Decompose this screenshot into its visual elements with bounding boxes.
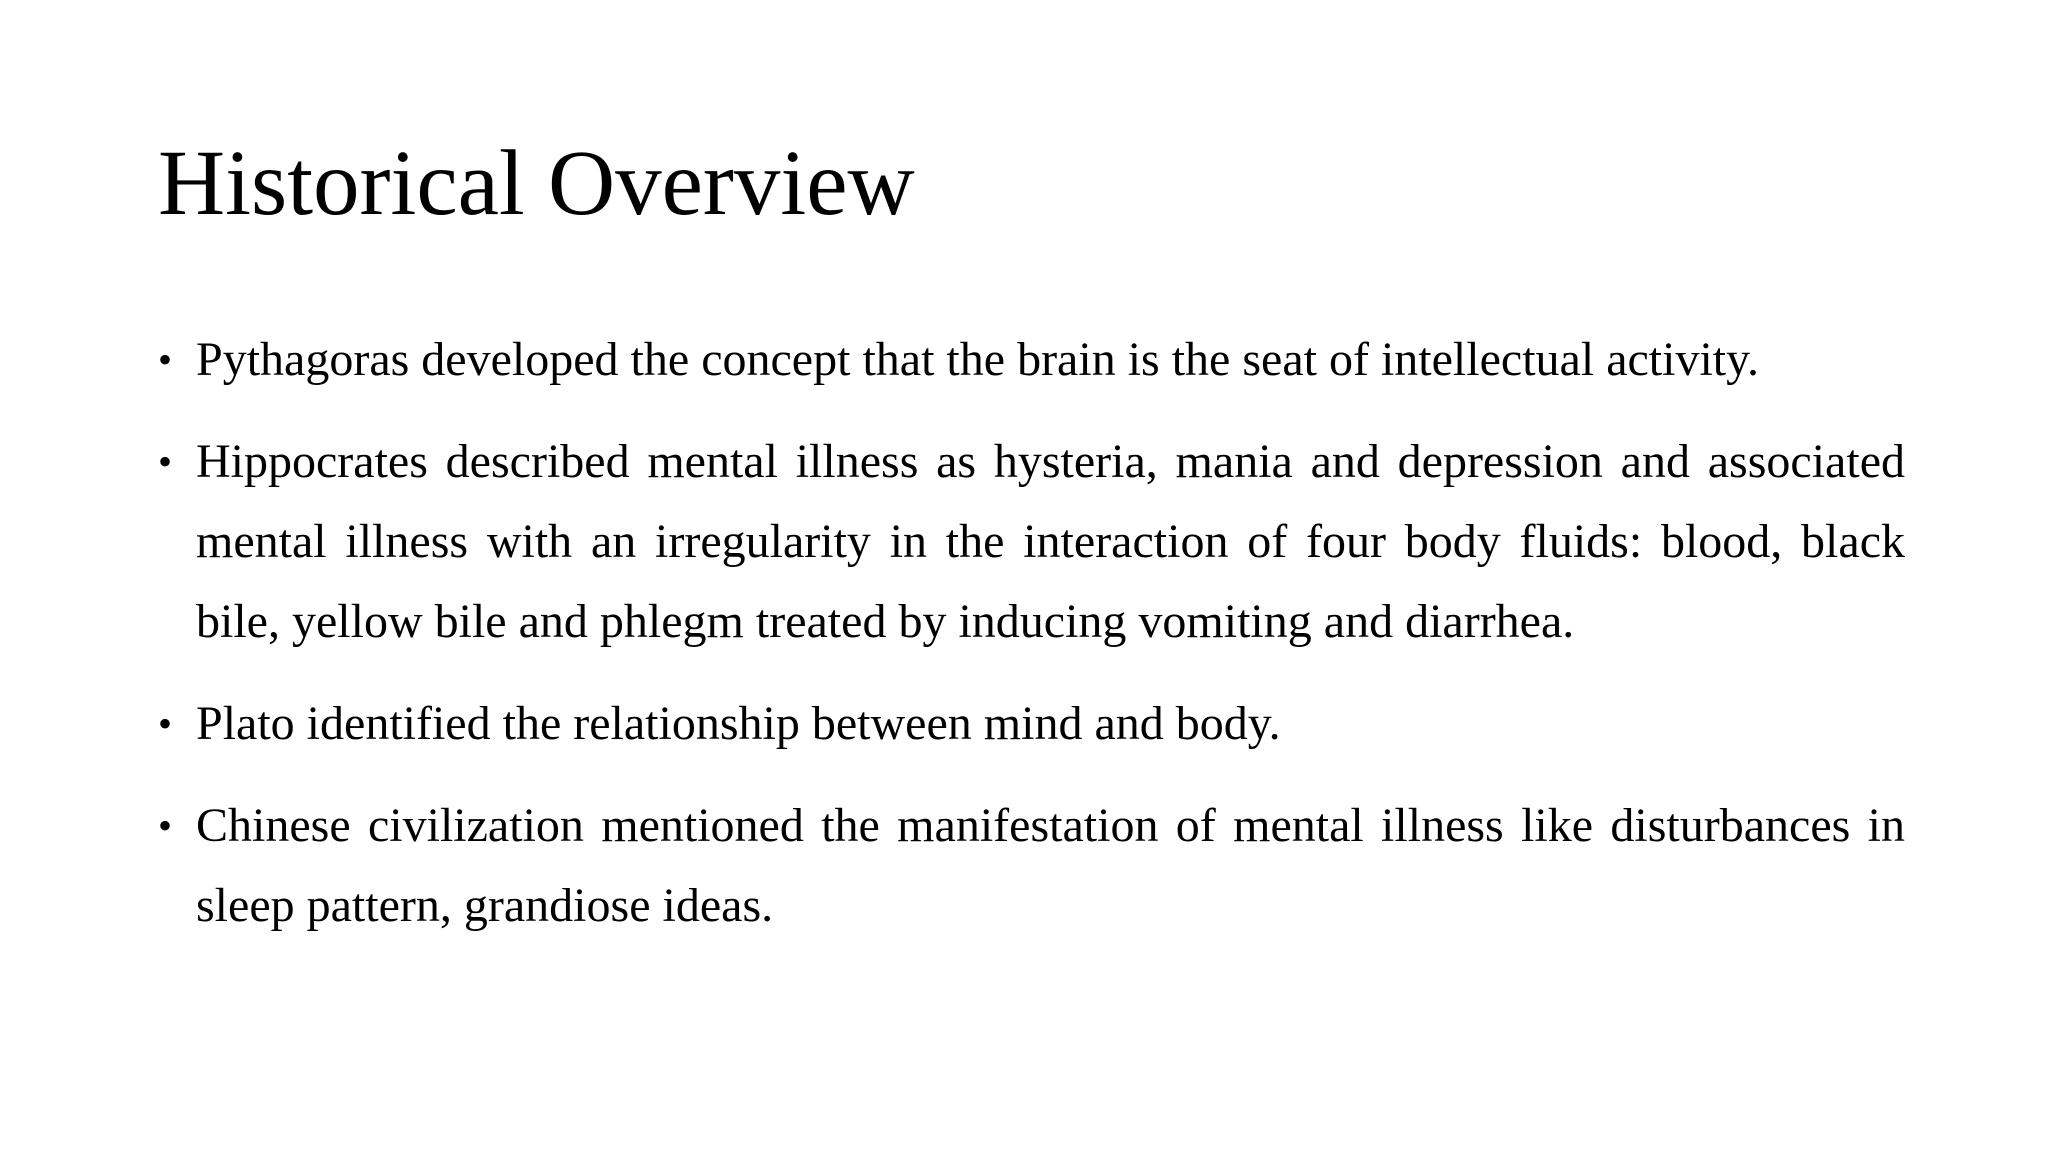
bullet-point-icon: • — [158, 337, 173, 382]
bullet-point-icon: • — [158, 439, 173, 484]
bullet-text: Plato identified the relationship between mind and body. — [196, 697, 1281, 750]
bullet-text: Pythagoras developed the concept that the brain is the seat of intellectual activity. — [196, 333, 1760, 386]
bullet-text: Hippocrates described mental illness as hysteria, mania and depression and associated mental illness with an irregularity in the interaction of four body fluids: blood, black bile, yellow bile and phlegm treated by inducing vomiting and diarrhea. — [196, 435, 1905, 648]
bullet-item — [158, 786, 1905, 946]
bullet-point-icon: • — [158, 701, 173, 746]
bullet-text: Chinese civilization mentioned the manifestation of mental illness like disturbances in sleep pattern, grandiose ideas. — [196, 799, 1905, 932]
bullet-point-icon: • — [158, 803, 173, 848]
bullet-item — [158, 684, 1905, 764]
bullet-item — [158, 320, 1905, 400]
bullet-item — [158, 422, 1905, 662]
slide-title: Historical Overview — [158, 132, 915, 235]
bullet-list — [158, 320, 1905, 968]
